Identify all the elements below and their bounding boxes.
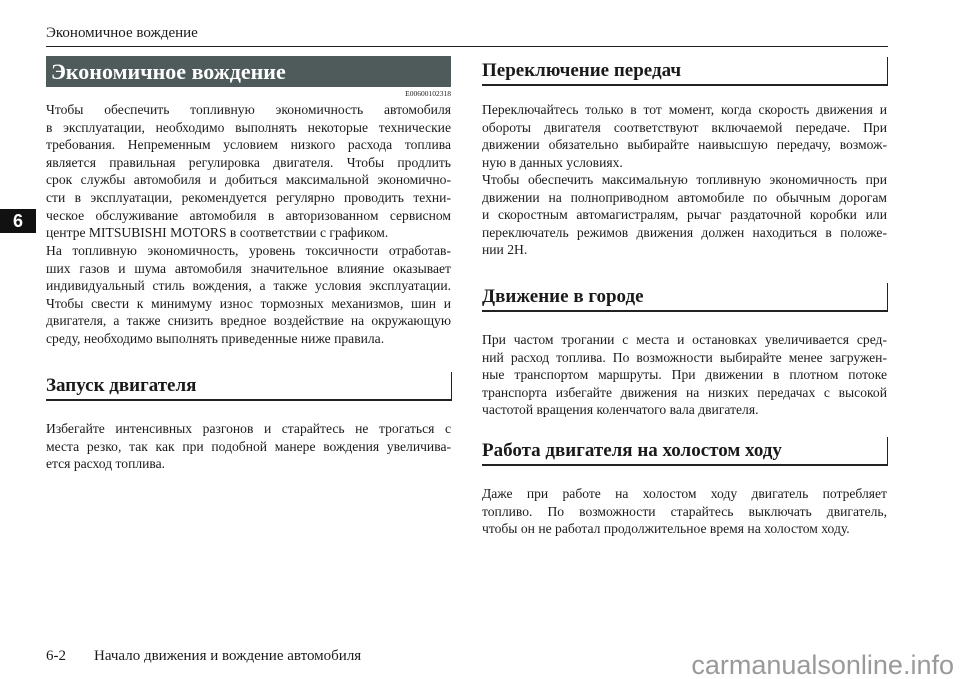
running-header: Экономичное вождение (46, 25, 198, 41)
text-line: Даже при работе на холостом ходу двигатель потребляет (482, 486, 887, 501)
text-line: топливо. По возможности старайтесь выключать двигатель, (482, 503, 887, 519)
text-line: центре MITSUBISHI MOTORS в соответствии с графиком. (46, 225, 389, 241)
section-code: E00600102318 (405, 89, 451, 98)
idling-text (482, 485, 887, 538)
text-line: двигателя, а также снизить вредное воздействие на окружающую (46, 313, 451, 329)
text-line: обороты двигателя соответствуют включаемой передаче. При (482, 119, 887, 135)
text-line: движении на полноприводном автомобиле по обычным дорогам (482, 189, 887, 205)
text-line: ные транспортом маршруты. При движении в плотном потоке (482, 367, 887, 383)
text-line: ческое обслуживание автомобиля в авторизованном сервисном (46, 207, 451, 223)
text-line: При частом трогании с места и остановках увеличивается сред- (482, 332, 887, 347)
heading-idling: Работа двигателя на холостом ходу (482, 437, 888, 466)
header-rule (46, 46, 888, 47)
text-line: ний расход топлива. По возможности выбирайте менее загружен- (482, 349, 887, 365)
heading-gear-shifting: Переключение передач (482, 57, 888, 86)
engine-start-text (46, 420, 451, 473)
text-line: На топливную экономичность, уровень токсичности отработав- (46, 243, 451, 258)
footer (46, 648, 361, 665)
intro-paragraph-2 (46, 242, 451, 348)
section-banner: Экономичное вождение (46, 56, 451, 87)
chapter-title: Начало движения и вождение автомобиля (94, 648, 362, 664)
watermark: carmanualsonline.info (691, 650, 954, 679)
heading-engine-start: Запуск двигателя (46, 372, 452, 401)
gear-paragraph-2 (482, 171, 887, 259)
text-line: ную в данных условиях. (482, 154, 623, 170)
text-line: переключатель режимов движения должен находиться в положе- (482, 224, 887, 240)
text-line: ших газов и шума автомобиля значительное влияние оказывает (46, 260, 451, 276)
gear-paragraph-1 (482, 101, 887, 171)
text-line: частотой вращения коленчатого вала двигателя. (482, 402, 759, 418)
text-line: движении обязательно выбирайте наивысшую передачу, возмож- (482, 137, 887, 153)
text-line: Переключайтесь только в тот момент, когда скорость движения и (482, 102, 887, 117)
text-line: чтобы он не работал продолжительное время на холостом ходу. (482, 521, 850, 537)
text-line: Избегайте интенсивных разгонов и старайтесь не трогаться с (46, 421, 451, 436)
text-line: и скоростным автомагистралям, рычаг раздаточной коробки или (482, 207, 887, 223)
intro-paragraph-1 (46, 101, 451, 242)
text-line: Чтобы свести к минимуму износ тормозных механизмов, шин и (46, 295, 451, 311)
text-line: в эксплуатации, необходимо выполнять некоторые технические (46, 119, 451, 135)
text-line: Чтобы обеспечить максимальную топливную экономичность при (482, 172, 887, 187)
chapter-tab: 6 (0, 209, 36, 233)
text-line: ется расход топлива. (46, 456, 166, 472)
text-line: места резко, так как при подобной манере вождения увеличива- (46, 438, 451, 454)
text-line: требования. Непременным условием низкого расхода топлива (46, 137, 451, 153)
text-line: индивидуальный стиль вождения, а также условия эксплуатации. (46, 278, 451, 294)
heading-city-driving: Движение в городе (482, 283, 888, 312)
text-line: среду, необходимо выполнять приведенные ниже правила. (46, 330, 385, 346)
text-line: Чтобы обеспечить топливную экономичность автомобиля (46, 102, 451, 117)
text-line: сти в эксплуатации, рекомендуется регулярно проводить техни- (46, 189, 451, 205)
text-line: срок службы автомобиля и добиться максимальной экономично- (46, 172, 451, 188)
city-driving-text (482, 331, 887, 419)
page-number: 6-2 (46, 648, 66, 664)
text-line: транспорта избегайте движения на низких передачах с высокой (482, 384, 887, 400)
text-line: является правильная регулировка двигателя. Чтобы продлить (46, 154, 451, 170)
text-line: нии 2H. (482, 242, 528, 258)
